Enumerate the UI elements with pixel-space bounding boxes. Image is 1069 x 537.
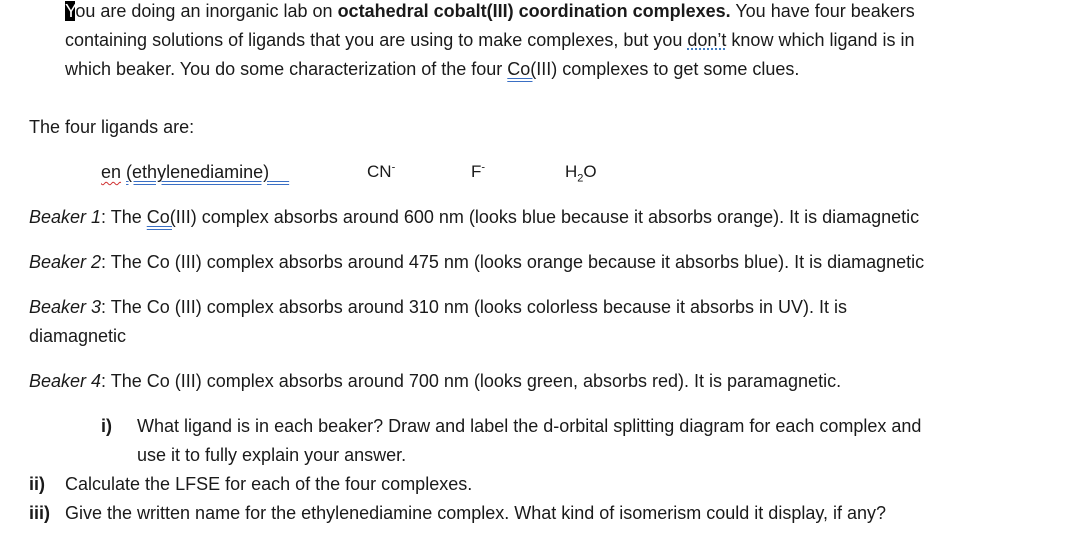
beaker-text: : The [101, 207, 147, 227]
beaker-label: Beaker 1 [29, 207, 102, 227]
beaker-text: III) complex absorbs around 600 nm (looks blue because it absorbs orange). It is diamagnetic [175, 207, 920, 227]
grammar-flag: Co( [507, 59, 537, 79]
beaker-2 [29, 251, 924, 273]
question-1-text-cont: use it to fully explain your answer. [137, 445, 407, 465]
charge: - [481, 161, 486, 174]
ligand-fluoride [471, 161, 485, 183]
subscript: 2 [577, 172, 584, 185]
ligand-water [565, 161, 597, 183]
intro-line-3 [65, 58, 799, 80]
ligand-cyanide-formula: CN [367, 162, 392, 181]
intro-text: ou are doing an inorganic lab on [75, 1, 338, 21]
beaker-3-cont: diamagnetic [29, 326, 127, 346]
charge: - [391, 161, 396, 174]
beaker-3 [29, 296, 847, 318]
question-3-text: Give the written name for the ethylenediamine complex. What kind of isomerism could it display, if any? [65, 503, 887, 523]
grammar-flag: Co( [146, 207, 176, 227]
beaker-text: : The Co (III) complex absorbs around 700 nm (looks green, absorbs red). It is paramagnetic. [101, 371, 842, 391]
intro-line-1 [65, 0, 915, 22]
intro-text: know which ligand is in [726, 30, 915, 50]
ligand-cyanide [367, 161, 395, 183]
question-2-text: Calculate the LFSE for each of the four complexes. [65, 474, 473, 494]
grammar-flag: don’t [687, 30, 727, 50]
beaker-text: : The Co (III) complex absorbs around 475 nm (looks orange because it absorbs blue). It is diamagnetic [101, 252, 925, 272]
beaker-label: Beaker 2 [29, 252, 102, 272]
beaker-text: : The Co (III) complex absorbs around 310 nm (looks colorless because it absorbs in UV). It is [101, 297, 848, 317]
question-1-text: What ligand is in each beaker? Draw and label the d-orbital splitting diagram for each complex and [137, 416, 922, 436]
question-2-num: ii) [29, 474, 45, 494]
beaker-label: Beaker 3 [29, 297, 102, 317]
intro-line-2 [65, 29, 915, 51]
ligand-water-h: H [565, 162, 578, 181]
beaker-4 [29, 370, 841, 392]
beaker-label: Beaker 4 [29, 371, 102, 391]
ligand-en [101, 161, 289, 183]
ligand-en-name: (ethylenediamine) [126, 162, 270, 182]
intro-text: which beaker. You do some characterization of the four [65, 59, 508, 79]
intro-text: You have four beakers [730, 1, 915, 21]
ligand-water-o: O [583, 162, 597, 181]
ligand-fluoride-formula: F [471, 162, 482, 181]
question-1-num: i) [101, 416, 112, 436]
intro-text: III) complexes to get some clues. [536, 59, 800, 79]
text-cursor: Y [65, 1, 76, 21]
question-3-num: iii) [29, 503, 50, 523]
spell-flag: en [101, 162, 122, 182]
intro-text: containing solutions of ligands that you are using to make complexes, but you [65, 30, 688, 50]
beaker-1 [29, 206, 919, 228]
ligands-heading: The four ligands are: [29, 117, 195, 137]
intro-emphasis: octahedral cobalt(III) coordination complexes. [337, 1, 731, 21]
ligand-en-trailing [269, 162, 289, 182]
